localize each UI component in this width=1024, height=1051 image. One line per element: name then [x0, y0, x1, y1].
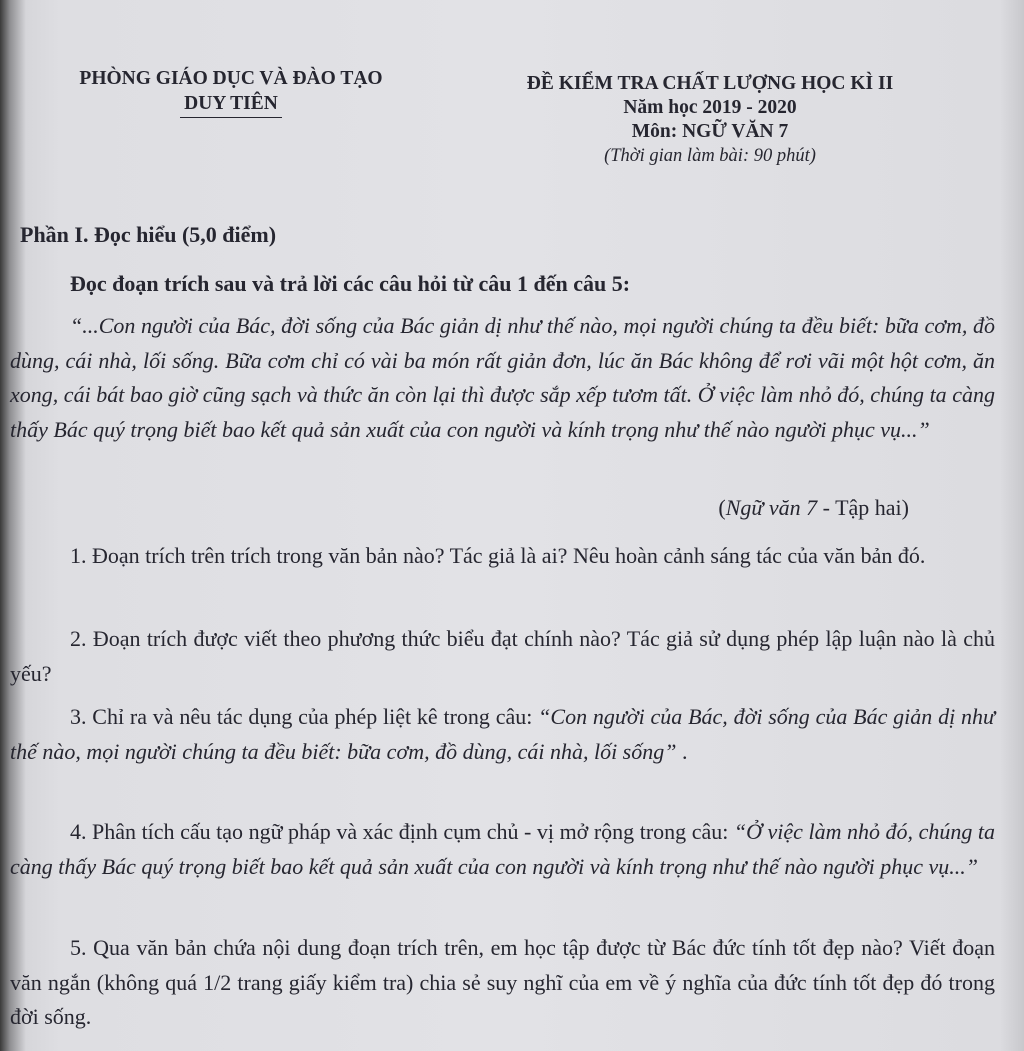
question-2-text: 2. Đoạn trích được viết theo phương thức biểu đạt chính nào? Tác giả sử dụng phép lập luận nào là chủ yếu? — [10, 626, 995, 686]
question-1 — [10, 539, 995, 574]
question-3 — [10, 700, 995, 769]
passage-source — [718, 495, 909, 521]
question-3-quote: “Con người của Bác, đời sống của Bác giản dị như thế nào, mọi người chúng ta đều biết: bữa cơm, đồ dùng, cái nhà, lối sống” — [10, 704, 995, 764]
district-name: DUY TIÊN — [180, 91, 282, 118]
question-4 — [10, 815, 995, 884]
question-3-end: . — [676, 738, 688, 764]
passage — [10, 309, 995, 447]
department-header — [46, 66, 416, 118]
duration: (Thời gian làm bài: 90 phút) — [604, 146, 816, 166]
question-3-lead: 3. Chỉ ra và nêu tác dụng của phép liệt kê trong câu: — [70, 704, 539, 729]
section-title: Phần I. Đọc hiểu (5,0 điểm) — [20, 222, 277, 247]
instruction: Đọc đoạn trích sau và trả lời các câu hỏi từ câu 1 đến câu 5: — [70, 271, 631, 296]
question-2 — [10, 622, 995, 691]
subject: Môn: NGỮ VĂN 7 — [631, 121, 789, 142]
question-1-text: 1. Đoạn trích trên trích trong văn bản nào? Tác giả là ai? Nêu hoàn cảnh sáng tác của văn bản đó. — [70, 543, 926, 568]
exam-title: ĐỀ KIỂM TRA CHẤT LƯỢNG HỌC KÌ II — [526, 73, 894, 94]
question-4-quote: “Ở việc làm nhỏ đó, chúng ta càng thấy Bác quý trọng biết bao kết quả sản xuất của con người và kính trọng như thế nào người phục vụ...” — [10, 819, 995, 879]
source-book: Ngữ văn 7 — [725, 495, 818, 520]
question-4-lead: 4. Phân tích cấu tạo ngữ pháp và xác định cụm chủ - vị mở rộng trong câu: — [70, 819, 734, 844]
exam-header — [500, 72, 920, 168]
passage-text: “...Con người của Bác, đời sống của Bác giản dị như thế nào, mọi người chúng ta đều biết: bữa cơm, đồ dùng, cái nhà, lối sống. Bữa cơm chỉ có vài ba món rất giản đơn, lúc ăn Bác không để rơi vãi một hột cơm, ăn xong, cái bát bao giờ cũng sạch và thức ăn còn lại thì được sắp xếp tươm tất. Ở việc làm nhỏ đó, chúng ta càng thấy Bác quý trọng biết bao kết quả sản xuất của con người và kính trọng như thế nào người phục vụ...” — [10, 313, 995, 442]
source-open: ( — [718, 495, 726, 520]
question-5 — [10, 931, 995, 1035]
source-rest: - Tập hai) — [817, 495, 909, 520]
school-year: Năm học 2019 - 2020 — [623, 97, 797, 118]
question-5-text: 5. Qua văn bản chứa nội dung đoạn trích trên, em học tập được từ Bác đức tính tốt đẹp nào? Viết đoạn văn ngắn (không quá 1/2 trang giấy kiểm tra) chia sẻ suy nghĩ của em về ý nghĩa của đức tính tốt đẹp đó trong đời sống. — [10, 935, 995, 1029]
department-name: PHÒNG GIÁO DỤC VÀ ĐÀO TẠO — [79, 68, 383, 89]
